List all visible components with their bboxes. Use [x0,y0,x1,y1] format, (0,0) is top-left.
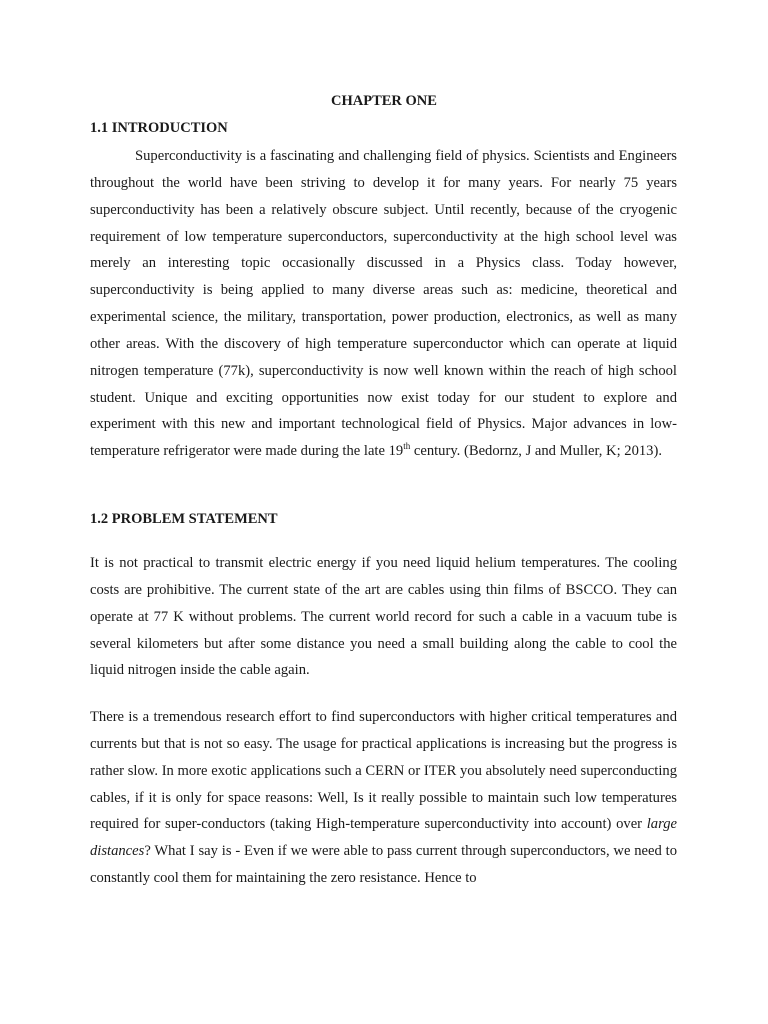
problem-paragraph-2-text-end: ? What I say is - Even if we were able to pass current through superconductors, we need to constantly cool them for maintaining the zero resistance. Hence to [90,843,677,887]
section-heading-introduction: 1.1 INTRODUCTION [90,120,228,136]
introduction-paragraph [90,143,677,465]
problem-paragraph-1: It is not practical to transmit electric energy if you need liquid helium temperatures. The cooling costs are prohibitive. The current state of the art are cables using thin films of BSCCO. They can operate at 77 K without problems. The current world record for such a cable in a vacuum tube is several kilometers but after some distance you need a small building along the cable to cool the liquid nitrogen inside the cable again. [90,555,677,679]
section-heading-problem-statement: 1.2 PROBLEM STATEMENT [90,511,278,527]
introduction-text: Superconductivity is a fascinating and challenging field of physics. Scientists and Engineers throughout the world have been striving to develop it for many years. For nearly 75 years superconductivity has been a relatively obscure subject. Until recently, because of the cryogenic requirement of low temperature superconductors, superconductivity at the high school level was merely an interesting topic occasionally discussed in a Physics class. Today however, superconductivity is being applied to many diverse areas such as: medicine, theoretical and experimental science, the military, transportation, power production, electronics, as well as many other areas. With the discovery of high temperature superconductor which can operate at liquid nitrogen temperature (77k), superconductivity is now well known within the reach of high school student. Unique and exciting opportunities now exist today for our student to explore and experiment with this new and important technological field of Physics. Major advances in low-temperature refrigerator were made during the late 19 [90,148,677,460]
superscript-th: th [403,441,411,452]
problem-paragraph-2 [90,704,677,892]
italic-large-distances: large distances [90,816,677,860]
introduction-text-end: century. (Bedornz, J and Muller, K; 2013). [410,443,662,460]
problem-paragraph-2-text: There is a tremendous research effort to find superconductors with higher critical temperatures and currents but that is not so easy. The usage for practical applications is increasing but the progress is rather slow. In more exotic applications such a CERN or ITER you absolutely need superconducting cables, if it is only for space reasons: Well, Is it really possible to maintain such low temperatures required for super-conductors (taking High-temperature superconductivity into account) over [90,709,677,833]
chapter-title: CHAPTER ONE [331,93,437,109]
